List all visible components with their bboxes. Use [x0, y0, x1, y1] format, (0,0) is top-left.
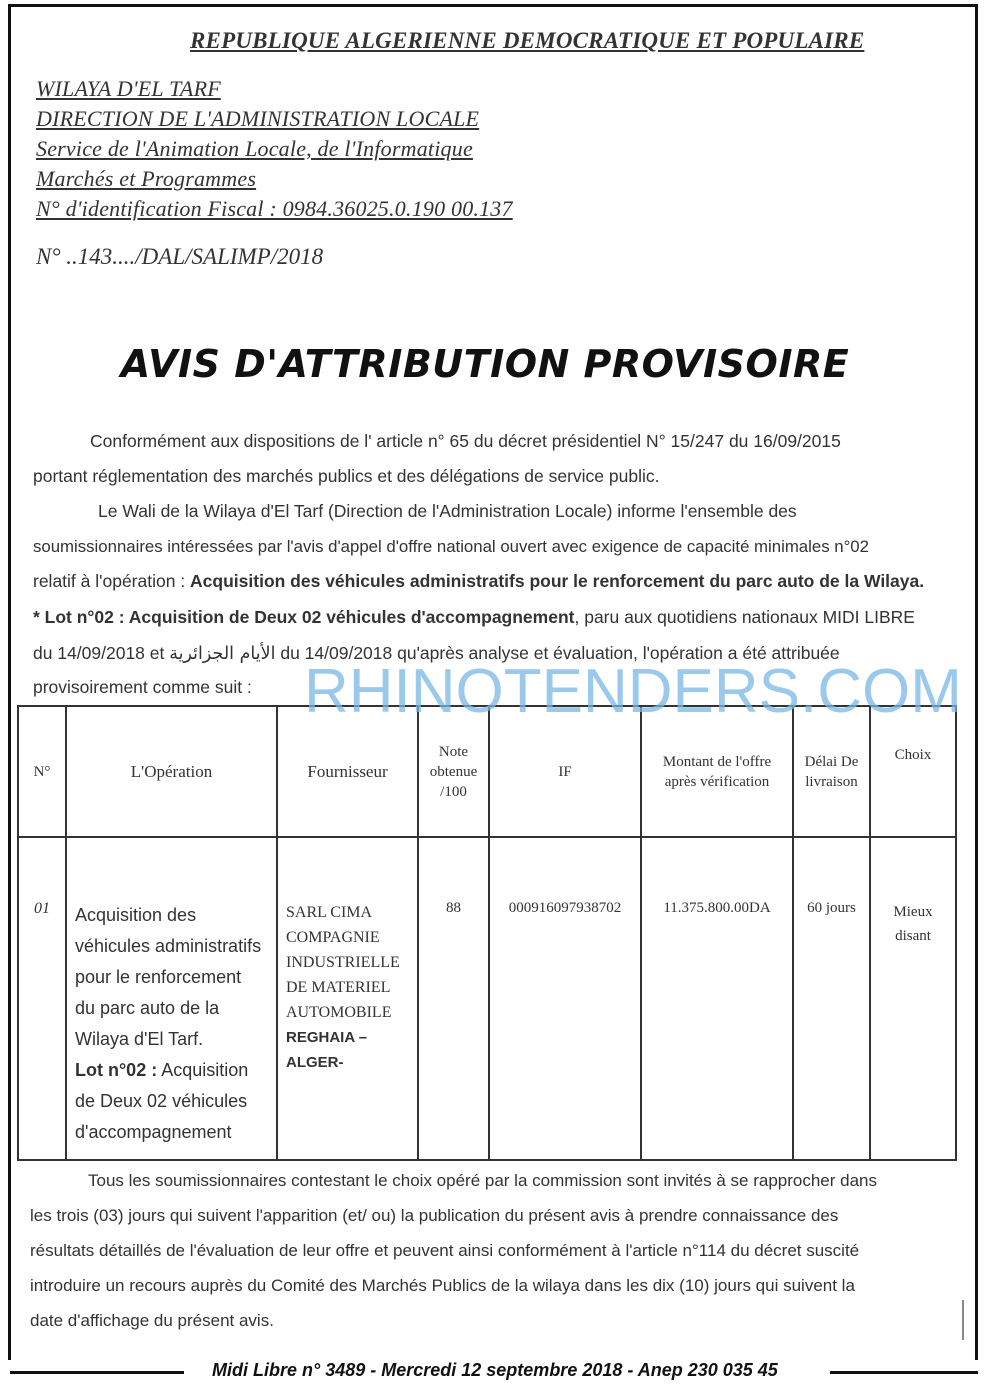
footer-rule-left	[10, 1371, 184, 1374]
supplier-location: REGHAIA –	[286, 1029, 368, 1046]
lot-line: de Deux 02 véhicules	[75, 1091, 248, 1111]
paru-text: , paru aux quotidiens nationaux MIDI LIBRE	[574, 607, 915, 627]
watermark: RHINOTENDERS.COM	[304, 657, 962, 726]
header-num: N°	[18, 706, 66, 837]
page-title: AVIS D'ATTRIBUTION PROVISOIRE	[120, 342, 850, 386]
header-delay: Délai De livraison	[793, 706, 870, 837]
choice-line: disant	[895, 928, 931, 944]
relatif-text: relatif à l'opération :	[33, 571, 191, 591]
row-note: 88	[418, 837, 489, 1160]
closing-line-4: introduire un recours auprès du Comité des Marchés Publics de la wilaya dans les dix (10) jours qui suivent la	[30, 1276, 855, 1295]
operation-line: Acquisition des	[75, 905, 197, 925]
operation-line: pour le renforcement	[75, 967, 242, 987]
closing-line-5: date d'affichage du présent avis.	[30, 1311, 274, 1330]
header-note: Note obtenue /100	[418, 706, 489, 837]
marches-line: Marchés et Programmes	[36, 166, 257, 191]
intro-line-3: Le Wali de la Wilaya d'El Tarf (Direction de l'Administration Locale) informe l'ensemble des	[98, 501, 797, 521]
operation-line: véhicules administratifs	[75, 936, 262, 956]
reference-number: N° ..143..../DAL/SALIMP/2018	[36, 244, 324, 269]
row-if: 000916097938702	[489, 837, 641, 1160]
service-line: Service de l'Animation Locale, de l'Informatique	[36, 136, 473, 161]
supplier-line: INDUSTRIELLE	[286, 954, 400, 971]
intro-line-6	[33, 600, 915, 634]
intro-line-4: soumissionnaires intéressées par l'avis d'appel d'offre national ouvert avec exigence de capacité minimales n°02	[33, 537, 869, 556]
closing-line-3: résultats détaillés de l'évaluation de leur offre et peuvent ainsi conformément à l'article n°114 du décret suscité	[30, 1241, 860, 1260]
award-table	[17, 705, 957, 1161]
row-num: 01	[18, 837, 66, 1160]
operation-line: Wilaya d'El Tarf.	[75, 1029, 204, 1049]
supplier-line: COMPAGNIE	[286, 929, 380, 946]
publication-footer: Midi Libre n° 3489 - Mercredi 12 septembre 2018 - Anep 230 035 45	[212, 1360, 778, 1380]
intro-line-1: Conformément aux dispositions de l' article n° 65 du décret présidentiel N° 15/247 du 16/09/2015	[90, 431, 841, 451]
republic-heading: REPUBLIQUE ALGERIENNE DEMOCRATIQUE ET POPULAIRE	[190, 28, 865, 53]
lot-text: * Lot n°02 : Acquisition de Deux 02 véhicules d'accompagnement	[33, 607, 575, 627]
header-choice: Choix	[870, 706, 956, 837]
lot-line	[75, 1055, 272, 1086]
fiscal-id-line: N° d'identification Fiscal : 0984.36025.0.190 00.137	[36, 196, 513, 221]
arabic-newspaper: الأيام الجزائرية	[169, 644, 276, 664]
date-text-1: du 14/09/2018 et	[33, 643, 170, 663]
wilaya-line: WILAYA D'EL TARF	[36, 76, 221, 101]
supplier-line: SARL CIMA	[286, 904, 373, 921]
footer-rule-right	[830, 1371, 978, 1374]
supplier-location: ALGER-	[286, 1054, 344, 1071]
direction-line: DIRECTION DE L'ADMINISTRATION LOCALE	[36, 106, 480, 131]
signature-mark	[962, 1300, 964, 1340]
operation-line: du parc auto de la	[75, 998, 220, 1018]
intro-line-8: provisoirement comme suit :	[33, 677, 252, 697]
header-amount: Montant de l'offre après vérification	[641, 706, 793, 837]
choice-line: Mieux	[893, 904, 933, 920]
table-row	[18, 837, 956, 1160]
lot-text: Acquisition	[157, 1060, 249, 1080]
supplier-line: AUTOMOBILE	[286, 1004, 392, 1021]
header-operation: L'Opération	[66, 706, 277, 837]
lot-label: Lot n°02 :	[75, 1060, 158, 1080]
supplier-line: DE MATERIEL	[286, 979, 391, 996]
row-choice	[870, 837, 956, 1160]
header-supplier: Fournisseur	[277, 706, 418, 837]
operation-text: Acquisition des véhicules administratifs pour le renforcement du parc auto de la Wilaya.	[190, 571, 925, 591]
date-text-2: du 14/09/2018 qu'après analyse et évaluation, l'opération a été attribuée	[275, 643, 840, 663]
closing-line-1: Tous les soumissionnaires contestant le choix opéré par la commission sont invités à se rapprocher dans	[88, 1171, 878, 1190]
closing-line-2: les trois (03) jours qui suivent l'apparition (et/ ou) la publication du présent avis à prendre connaissance des	[30, 1206, 839, 1225]
header-if: IF	[489, 706, 641, 837]
row-delay: 60 jours	[793, 837, 870, 1160]
row-supplier	[277, 837, 418, 1160]
lot-line: d'accompagnement	[75, 1122, 232, 1142]
row-operation	[66, 837, 277, 1160]
intro-line-2: portant réglementation des marchés publics et des délégations de service public.	[33, 466, 660, 486]
intro-line-5	[33, 564, 924, 598]
row-amount: 11.375.800.00DA	[641, 837, 793, 1160]
